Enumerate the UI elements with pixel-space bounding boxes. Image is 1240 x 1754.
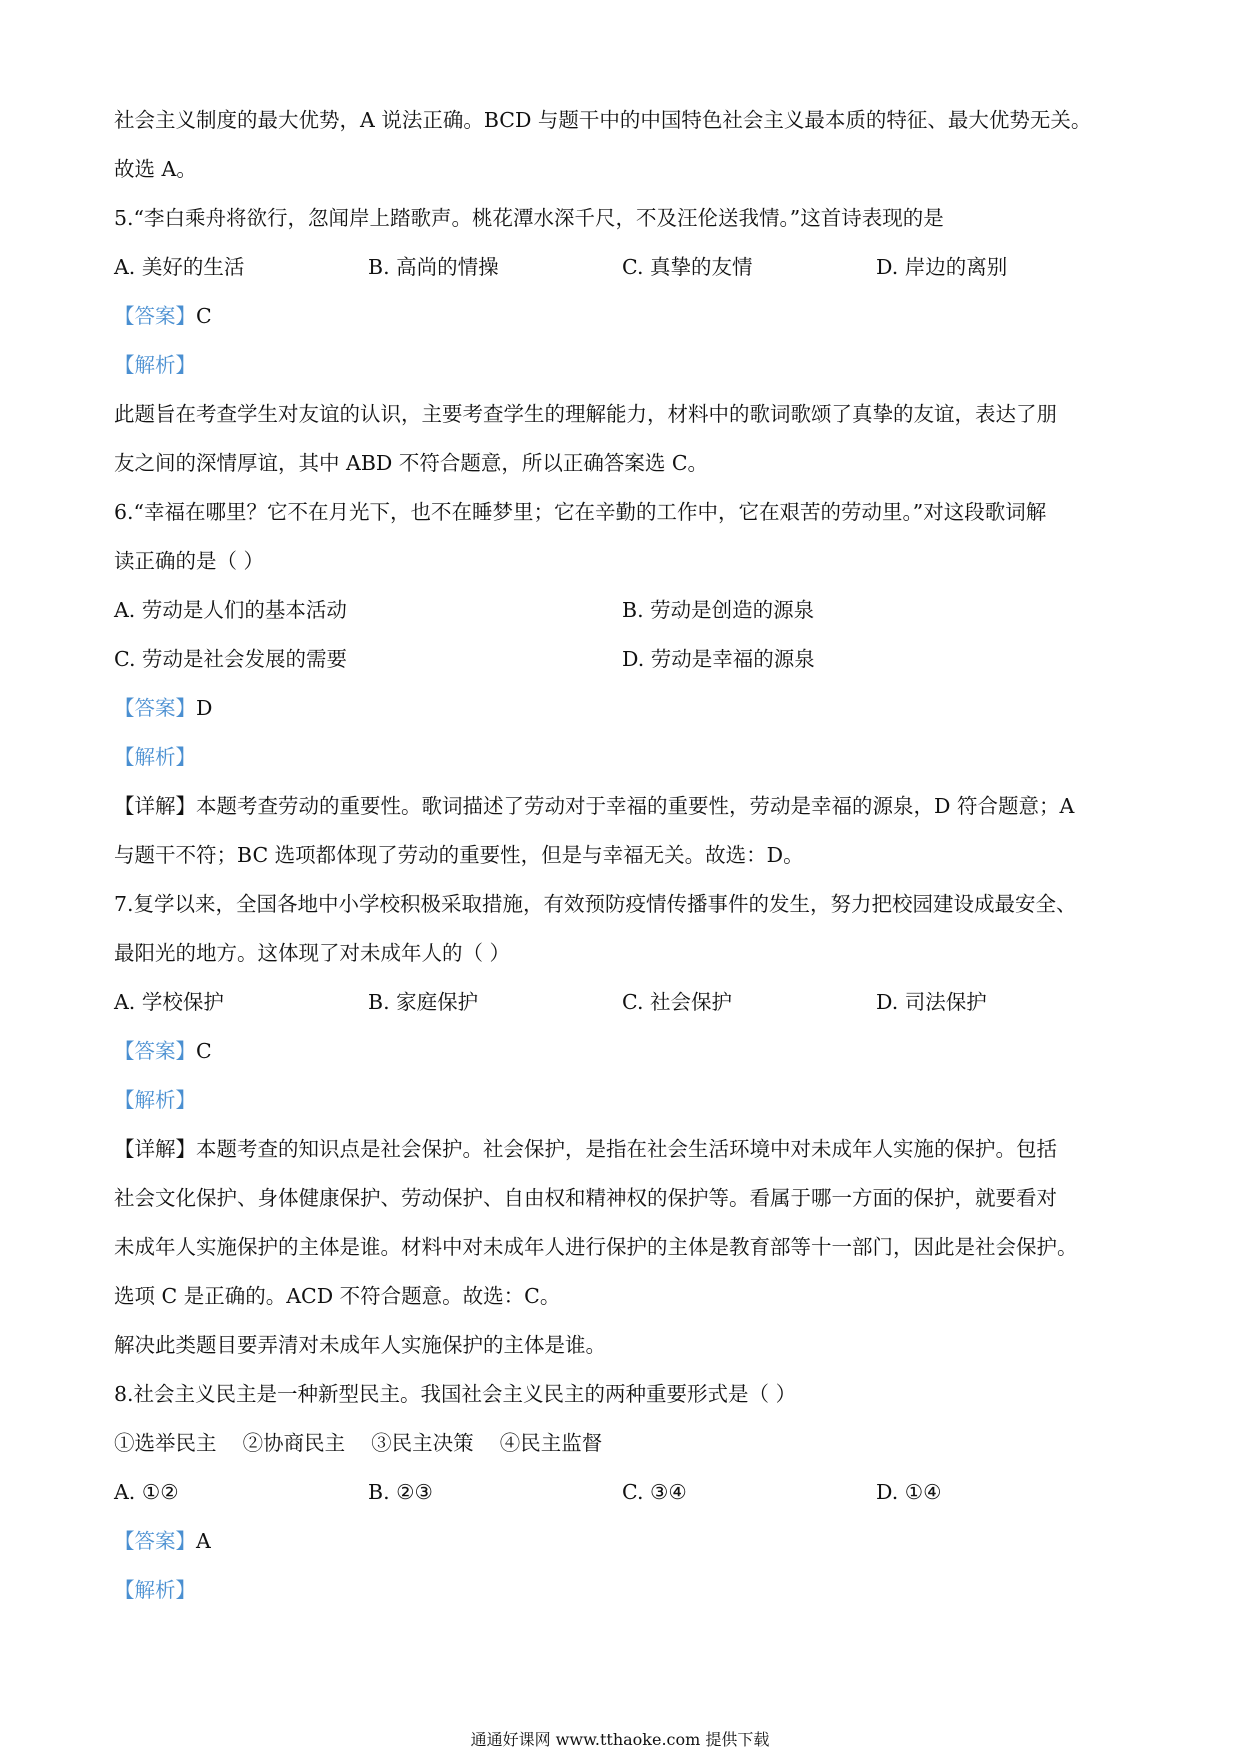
page-footer: 通通好课网 www.tthaoke.com 提供下载: [470, 1730, 770, 1749]
question-8-options: [114, 1468, 1130, 1517]
option-a: A. 学校保护: [114, 990, 224, 1014]
analysis-tag: 【解析】: [114, 745, 196, 769]
answer-tag: 【答案】: [114, 304, 196, 328]
option-a: A. ①②: [114, 1480, 179, 1504]
text-line: 社会主义制度的最大优势，A 说法正确。BCD 与题干中的中国特色社会主义最本质的特征、最大优势无关。: [114, 108, 1092, 132]
document-body: [114, 96, 1130, 1615]
option-b: B. 家庭保护: [368, 990, 479, 1014]
question-5-analysis-heading: [114, 341, 1130, 390]
option-b: B. ②③: [368, 1480, 433, 1504]
text-line: 故选 A。: [114, 157, 197, 181]
question-5-answer: [114, 292, 1130, 341]
option-a: A. 美好的生活: [114, 255, 245, 279]
text-line: 此题旨在考查学生对友谊的认识，主要考查学生的理解能力，材料中的歌词歌颂了真挚的友谊，表达了朋: [114, 402, 1057, 426]
text-line: 选项 C 是正确的。ACD 不符合题意。故选：C。: [114, 1284, 561, 1308]
question-7-stem-cont: 最阳光的地方。这体现了对未成年人的（ ）: [114, 941, 511, 965]
text-line: 【详解】本题考查劳动的重要性。歌词描述了劳动对于幸福的重要性，劳动是幸福的源泉，D 符合题意；A: [114, 794, 1075, 818]
question-8-stem: 8.社会主义民主是一种新型民主。我国社会主义民主的两种重要形式是（ ）: [114, 1382, 797, 1406]
option-b: B. 高尚的情操: [368, 255, 499, 279]
text-line: 友之间的深情厚谊，其中 ABD 不符合题意，所以正确答案选 C。: [114, 451, 709, 475]
question-7-stem: 7.复学以来，全国各地中小学校积极采取措施，有效预防疫情传播事件的发生，努力把校园建设成最安全、: [114, 892, 1077, 916]
text-line: 未成年人实施保护的主体是谁。材料中对未成年人进行保护的主体是教育部等十一部门，因此是社会保护。: [114, 1235, 1078, 1259]
option-d: D. 岸边的离别: [876, 255, 1008, 279]
question-6-answer: [114, 684, 1130, 733]
text-line: 解决此类题目要弄清对未成年人实施保护的主体是谁。: [114, 1333, 606, 1357]
option-d: D. 司法保护: [876, 990, 987, 1014]
answer-value: C: [196, 1039, 212, 1063]
answer-tag: 【答案】: [114, 1529, 196, 1553]
option-a: A. 劳动是人们的基本活动: [114, 598, 347, 622]
option-c: C. ③④: [622, 1480, 687, 1504]
question-6-analysis-heading: [114, 733, 1130, 782]
text-line: 【详解】本题考查的知识点是社会保护。社会保护，是指在社会生活环境中对未成年人实施的保护。包括: [114, 1137, 1057, 1161]
answer-value: C: [196, 304, 212, 328]
answer-tag: 【答案】: [114, 696, 196, 720]
question-7-options: [114, 978, 1130, 1027]
question-8-analysis-heading: [114, 1566, 1130, 1615]
answer-tag: 【答案】: [114, 1039, 196, 1063]
question-8-answer: [114, 1517, 1130, 1566]
question-7-analysis-heading: [114, 1076, 1130, 1125]
question-7-answer: [114, 1027, 1130, 1076]
question-6-stem: 6.“幸福在哪里？它不在月光下，也不在睡梦里；它在辛勤的工作中，它在艰苦的劳动里。”对这段歌词解: [114, 500, 1047, 524]
question-5-stem: 5.“李白乘舟将欲行，忽闻岸上踏歌声。桃花潭水深千尺，不及汪伦送我情。”这首诗表现的是: [114, 206, 944, 230]
question-6-stem-cont: 读正确的是（ ）: [114, 549, 265, 573]
question-6-options-row1: [114, 586, 1130, 635]
option-c: C. 真挚的友情: [622, 255, 753, 279]
option-c: C. 劳动是社会发展的需要: [114, 647, 347, 671]
question-8-items: ①选举民主 ②协商民主 ③民主决策 ④民主监督: [114, 1431, 603, 1455]
analysis-tag: 【解析】: [114, 1578, 196, 1602]
option-c: C. 社会保护: [622, 990, 732, 1014]
answer-value: D: [196, 696, 213, 720]
text-line: 社会文化保护、身体健康保护、劳动保护、自由权和精神权的保护等。看属于哪一方面的保护，就要看对: [114, 1186, 1057, 1210]
option-d: D. 劳动是幸福的源泉: [622, 647, 815, 671]
answer-value: A: [196, 1529, 211, 1553]
option-d: D. ①④: [876, 1480, 942, 1504]
question-6-options-row2: [114, 635, 1130, 684]
analysis-tag: 【解析】: [114, 1088, 196, 1112]
option-b: B. 劳动是创造的源泉: [622, 598, 815, 622]
text-line: 与题干不符；BC 选项都体现了劳动的重要性，但是与幸福无关。故选：D。: [114, 843, 804, 867]
analysis-tag: 【解析】: [114, 353, 196, 377]
question-5-options: [114, 243, 1130, 292]
